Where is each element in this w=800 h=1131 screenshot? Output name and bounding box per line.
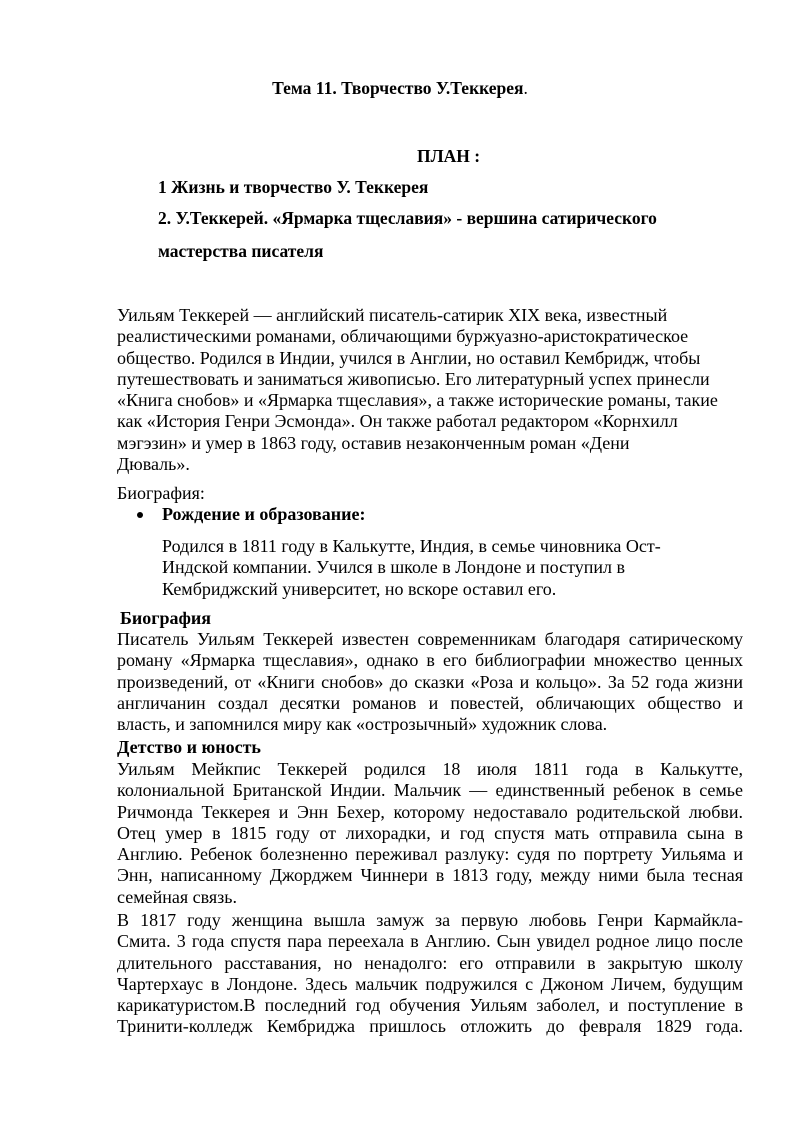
text-line: Кембриджский университет, но вскоре оставил его. (162, 578, 557, 599)
text-line: карикатуристом.В последний год обучения Уильям заболел, и поступление в (117, 995, 743, 1016)
text-line: семейная связь. (117, 886, 237, 907)
text-line: Чартерхаус в Лондоне. Здесь мальчик подружился с Джоном Личем, будущим (117, 973, 743, 994)
text-line: Уильям Мейкпис Теккерей родился 18 июля 1811 года в Калькутте, (117, 759, 743, 779)
text-line: произведений, от «Книги снобов» до сказки «Роза и кольцо». За 52 года жизни (117, 671, 743, 692)
text-line: Уильям Теккерей — английский писатель-сатирик XIX века, известный (117, 305, 668, 325)
text-line: «Книга снобов» и «Ярмарка тщеславия», а также исторические романы, такие (117, 390, 718, 411)
text-line: Тринити-колледж Кембриджа пришлось отложить до февраля 1829 года. (117, 1016, 743, 1037)
childhood-paragraph-1 (117, 759, 743, 908)
plan-item-2-line-1: 2. У.Теккерей. «Ярмарка тщеславия» - вершина сатирического (158, 208, 657, 228)
text-line: англичанин создал десятки романов и повестей, обличающих общество и (117, 692, 743, 713)
text-line: как «История Генри Эсмонда». Он также работал редактором «Корнхилл (117, 411, 678, 432)
text-line: власть, и запомнился миру как «острозычный» художник слова. (117, 714, 608, 735)
text-line: Ричмонда Теккерея и Энн Бехер, которому недоставало родительской любви. (117, 801, 743, 822)
text-line: колониальной Британской Индии. Мальчик — единственный ребенок в семье (117, 780, 743, 801)
text-line: Энн, написанному Джорджем Чиннери в 1813 году, между ними была тесная (117, 865, 743, 886)
text-line: общество. Родился в Индии, учился в Англии, но оставил Кембридж, чтобы (117, 347, 701, 368)
title-dot: . (523, 78, 528, 98)
text-line: реалистическими романами, обличающими буржуазно-аристократическое (117, 326, 689, 347)
biography-label: Биография: (117, 483, 205, 503)
childhood-heading: Детство и юность (117, 737, 261, 757)
page-title (0, 77, 800, 99)
title-text: Тема 11. Творчество У.Теккерея (272, 78, 524, 98)
text-line: Отец умер в 1815 году от лихорадки, и год спустя мать отправила сына в (117, 822, 743, 843)
bullet-heading: Рождение и образование: (162, 504, 366, 524)
text-line: путешествовать и заниматься живописью. Его литературный успех принесли (117, 368, 710, 389)
text-line: длительного расставания, но ненадолго: его отправили в закрытую школу (117, 952, 743, 973)
bullet-paragraph (162, 536, 722, 600)
text-line: Родился в 1811 году в Калькутте, Индия, в семье чиновника Ост- (162, 536, 661, 556)
text-line: роману «Ярмарка тщеславия», однако в его библиографии множество ценных (117, 650, 743, 671)
text-line: В 1817 году женщина вышла замуж за первую любовь Генри Кармайкла- (117, 910, 743, 930)
text-line: мэгэзин» и умер в 1863 году, оставив незаконченным роман «Дени (117, 432, 630, 453)
text-line: Дюваль». (117, 454, 190, 475)
text-line: Смита. 3 года спустя пара переехала в Англию. Сын увидел родное лицо после (117, 931, 743, 952)
bullet-icon (137, 512, 143, 518)
childhood-paragraph-2 (117, 910, 743, 1038)
biography-heading: Биография (120, 608, 212, 628)
biography-paragraph (117, 629, 743, 735)
text-line: Писатель Уильям Теккерей известен современникам благодаря сатирическому (117, 629, 743, 649)
plan-heading: ПЛАН : (417, 146, 481, 166)
plan-item-2-line-2: мастерства писателя (158, 241, 324, 261)
text-line: Англию. Ребенок болезненно переживал разлуку: судя по портрету Уильяма и (117, 844, 743, 865)
intro-paragraph (117, 305, 737, 475)
plan-item-1: 1 Жизнь и творчество У. Теккерея (158, 177, 429, 197)
text-line: Индской компании. Учился в школе в Лондоне и поступил в (162, 557, 625, 578)
